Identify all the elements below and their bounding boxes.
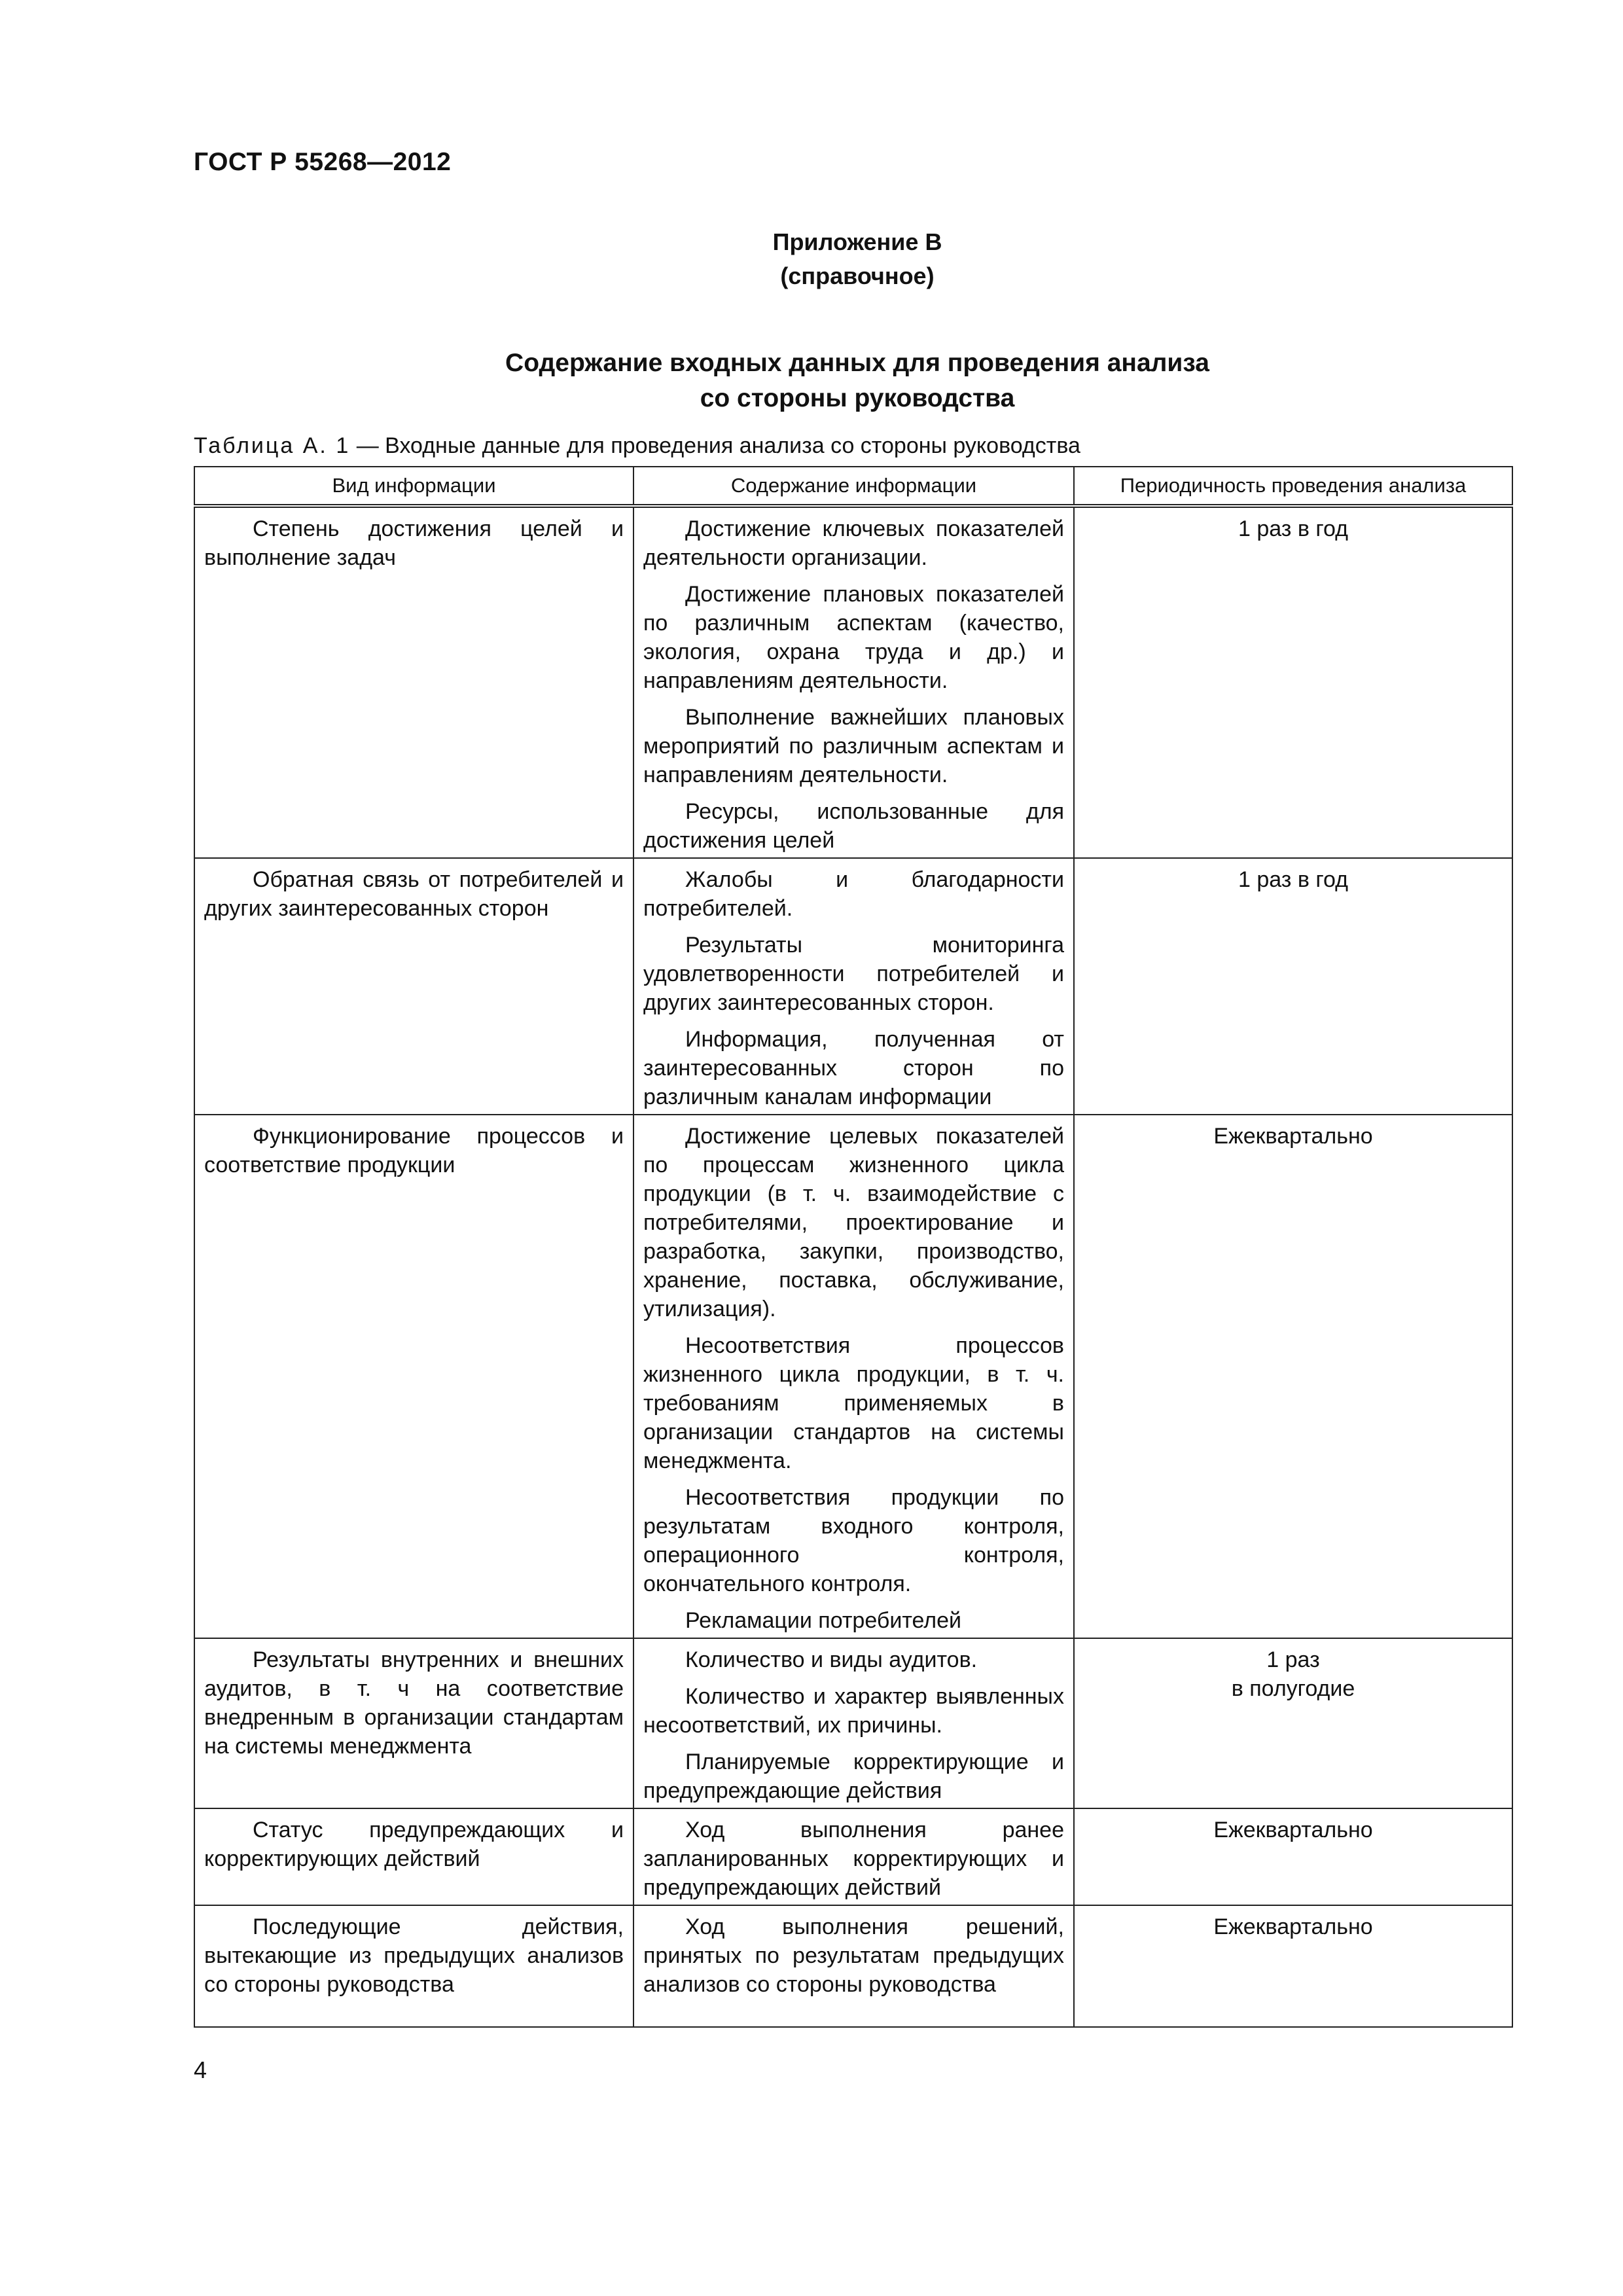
page-number: 4	[194, 2056, 207, 2083]
content-paragraph: Результаты мониторинга удовлетворенности потребителей и других заинтересованных сторон.	[643, 933, 1064, 1015]
table-header-row	[194, 467, 1512, 506]
document-title-line-1: Содержание входных данных для проведения анализа	[505, 349, 1209, 377]
table-row	[194, 1115, 1512, 1638]
content-paragraph: Ход выполнения решений, принятых по результатам предыдущих анализов со стороны руководства	[643, 1914, 1064, 1997]
cell-kind: Результаты внутренних и внешних аудитов, в т. ч на соответствие внедренным в организации стандартам на системы менеджмента	[194, 1638, 633, 1808]
cell-content	[633, 1115, 1074, 1638]
appendix-title: Приложение В	[772, 228, 942, 255]
document-title-line-2: со стороны руководства	[700, 384, 1015, 412]
content-paragraph: Несоответствия продукции по результатам входного контроля, операционного контроля, окончательного контроля.	[643, 1485, 1064, 1596]
cell-period	[1074, 858, 1512, 1115]
cell-kind: Последующие действия, вытекающие из предыдущих анализов со стороны руководства	[194, 1905, 633, 2027]
period-line: 1 раз в год	[1238, 867, 1348, 892]
table-row	[194, 1808, 1512, 1905]
period-line: Ежеквартально	[1213, 1914, 1373, 1939]
cell-period	[1074, 1808, 1512, 1905]
cell-content	[633, 1905, 1074, 2027]
cell-period	[1074, 1638, 1512, 1808]
cell-period	[1074, 506, 1512, 858]
table-row	[194, 1638, 1512, 1808]
cell-content	[633, 1638, 1074, 1808]
table-row	[194, 1905, 1512, 2027]
column-header-kind: Вид информации	[194, 467, 633, 506]
content-paragraph: Несоответствия процессов жизненного цикла продукции, в т. ч. требованиям применяемых в организации стандартов на системы менеджмента.	[643, 1333, 1064, 1473]
period-line: 1 раз	[1266, 1647, 1320, 1672]
document-code: ГОСТ Р 55268—2012	[194, 148, 452, 176]
period-line: Ежеквартально	[1213, 1124, 1373, 1149]
appendix-subtitle: (справочное)	[780, 262, 935, 289]
cell-content	[633, 506, 1074, 858]
cell-period	[1074, 1905, 1512, 2027]
content-paragraph: Достижение плановых показателей по различным аспектам (качество, экология, охрана труда и др.) и направлениям деятельности.	[643, 582, 1064, 693]
column-header-period: Периодичность проведения анализа	[1074, 467, 1512, 506]
cell-content	[633, 858, 1074, 1115]
period-line: Ежеквартально	[1213, 1818, 1373, 1842]
table-caption	[194, 433, 1080, 459]
table-caption-label: Таблица А. 1	[194, 433, 351, 458]
cell-kind: Степень достижения целей и выполнение задач	[194, 506, 633, 858]
table-caption-text: — Входные данные для проведения анализа со стороны руководства	[350, 433, 1080, 458]
content-paragraph: Информация, полученная от заинтересованных сторон по различным каналам информации	[643, 1027, 1064, 1109]
content-paragraph: Планируемые корректирующие и предупреждающие действия	[643, 1749, 1064, 1803]
cell-kind: Статус предупреждающих и корректирующих действий	[194, 1808, 633, 1905]
table-row	[194, 858, 1512, 1115]
cell-period	[1074, 1115, 1512, 1638]
document-title	[0, 346, 1623, 416]
content-paragraph: Количество и виды аудитов.	[685, 1647, 978, 1672]
input-data-table	[194, 466, 1513, 2028]
content-paragraph: Количество и характер выявленных несоответствий, их причины.	[643, 1684, 1064, 1738]
cell-kind: Функционирование процессов и соответствие продукции	[194, 1115, 633, 1638]
content-paragraph: Рекламации потребителей	[685, 1608, 962, 1633]
content-paragraph: Достижение целевых показателей по процессам жизненного цикла продукции (в т. ч. взаимодействие с потребителями, проектирование и разработка, закупки, производство, хранение, поставка, обслуживание, утилизация).	[643, 1124, 1064, 1321]
content-paragraph: Ресурсы, использованные для достижения целей	[643, 799, 1064, 853]
content-paragraph: Достижение ключевых показателей деятельности организации.	[643, 516, 1064, 570]
content-paragraph: Выполнение важнейших плановых мероприятий по различным аспектам и направлениям деятельности.	[643, 705, 1064, 787]
content-paragraph: Жалобы и благодарности потребителей.	[643, 867, 1064, 921]
table-row	[194, 506, 1512, 858]
column-header-content: Содержание информации	[633, 467, 1074, 506]
period-line: в полугодие	[1231, 1676, 1355, 1701]
cell-kind: Обратная связь от потребителей и других заинтересованных сторон	[194, 858, 633, 1115]
content-paragraph: Ход выполнения ранее запланированных корректирующих и предупреждающих действий	[643, 1818, 1064, 1900]
cell-content	[633, 1808, 1074, 1905]
appendix-heading	[0, 225, 1623, 293]
period-line: 1 раз в год	[1238, 516, 1348, 541]
